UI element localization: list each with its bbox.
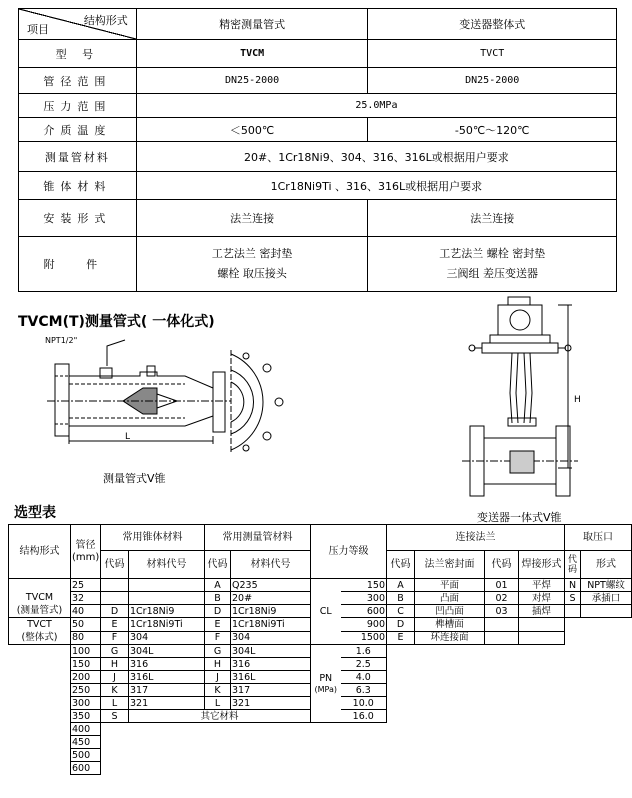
tube-material: 321 bbox=[231, 697, 311, 710]
col-flange: 连接法兰 bbox=[387, 525, 565, 551]
cone-material: 1Cr18Ni9Ti bbox=[129, 618, 205, 632]
cone-material bbox=[129, 592, 205, 605]
empty-cell bbox=[485, 697, 565, 710]
diameter-cell: 32 bbox=[71, 592, 101, 605]
empty-cell bbox=[311, 749, 387, 762]
empty-cell bbox=[519, 631, 565, 645]
cone-code: G bbox=[101, 645, 129, 658]
empty-cell bbox=[387, 723, 485, 736]
seal-code: D bbox=[387, 618, 415, 632]
spec-cell: 20#、1Cr18Ni9、304、316、316L或根据用户要求 bbox=[136, 142, 616, 172]
weld-type: 对焊 bbox=[519, 592, 565, 605]
spec-cell-line: 工艺法兰 密封垫 bbox=[211, 247, 293, 260]
cl-value: 1500 bbox=[341, 631, 387, 645]
diameter-cell: 450 bbox=[71, 736, 101, 749]
selection-table bbox=[8, 524, 632, 775]
empty-cell bbox=[101, 736, 311, 749]
struct-desc: (整体式) bbox=[21, 632, 58, 643]
diameter-cell: 300 bbox=[71, 697, 101, 710]
cone-code: H bbox=[101, 658, 129, 671]
dim-h-label: H bbox=[574, 395, 581, 405]
empty-cell bbox=[485, 684, 565, 697]
pn-label bbox=[311, 645, 341, 723]
struct-empty bbox=[9, 645, 71, 775]
pn-value: 1.6 bbox=[341, 645, 387, 658]
form-label: 结构形式 bbox=[83, 14, 128, 27]
tube-code: E bbox=[205, 618, 231, 632]
empty-cell bbox=[387, 645, 485, 658]
sub-code: 代码 bbox=[485, 551, 519, 579]
tube-code: J bbox=[205, 671, 231, 684]
tube-code: L bbox=[205, 697, 231, 710]
weld-type: 平焊 bbox=[519, 579, 565, 592]
spec-row-label: 型 号 bbox=[19, 40, 137, 68]
table-row bbox=[9, 736, 632, 749]
weld-code: 02 bbox=[485, 592, 519, 605]
seal-code: B bbox=[387, 592, 415, 605]
seal-code: C bbox=[387, 605, 415, 618]
empty-cell bbox=[485, 749, 565, 762]
integral-transmitter-drawing bbox=[460, 293, 590, 498]
spec-row-label: 介质温度 bbox=[19, 118, 137, 142]
empty-cell bbox=[565, 749, 632, 762]
empty-cell bbox=[485, 618, 519, 632]
sub-code: 代码 bbox=[387, 551, 415, 579]
seal-face: 凸面 bbox=[415, 592, 485, 605]
diameter-cell: 500 bbox=[71, 749, 101, 762]
diameter-cell: 150 bbox=[71, 658, 101, 671]
pn-unit: (MPa) bbox=[314, 684, 337, 694]
empty-cell bbox=[565, 631, 632, 645]
empty-cell bbox=[565, 684, 632, 697]
weld-type: 插焊 bbox=[519, 605, 565, 618]
empty-cell bbox=[387, 671, 485, 684]
empty-cell bbox=[565, 736, 632, 749]
empty-cell bbox=[311, 762, 387, 775]
spec-cell: 法兰连接 bbox=[368, 200, 617, 237]
empty-cell bbox=[565, 671, 632, 684]
sub-form: 形式 bbox=[581, 551, 632, 579]
sub-matcode: 材料代号 bbox=[129, 551, 205, 579]
diameter-cell: 400 bbox=[71, 723, 101, 736]
tube-code: K bbox=[205, 684, 231, 697]
table-row bbox=[9, 579, 632, 592]
seal-face: 榫槽面 bbox=[415, 618, 485, 632]
cl-value: 900 bbox=[341, 618, 387, 632]
empty-cell bbox=[485, 736, 565, 749]
spec-col-header: 变送器整体式 bbox=[368, 9, 617, 40]
table-row bbox=[9, 762, 632, 775]
cone-code bbox=[101, 592, 129, 605]
empty-cell bbox=[311, 723, 387, 736]
weld-code: 01 bbox=[485, 579, 519, 592]
empty-cell bbox=[565, 618, 632, 632]
tube-code: B bbox=[205, 592, 231, 605]
spec-cell: 25.0MPa bbox=[136, 94, 616, 118]
cl-value: 600 bbox=[341, 605, 387, 618]
sub-code: 代码 bbox=[565, 551, 581, 579]
empty-cell bbox=[387, 697, 485, 710]
cone-material: 316 bbox=[129, 658, 205, 671]
empty-cell bbox=[101, 723, 311, 736]
spec-header-corner bbox=[19, 9, 137, 40]
empty-cell bbox=[485, 723, 565, 736]
cone-material: 317 bbox=[129, 684, 205, 697]
spec-cell bbox=[368, 237, 617, 292]
empty-cell bbox=[519, 618, 565, 632]
spec-row-label: 锥体材料 bbox=[19, 172, 137, 200]
cl-value: 300 bbox=[341, 592, 387, 605]
section-title: TVCM(T)测量管式( 一体化式) bbox=[18, 314, 215, 330]
col-tube: 常用测量管材料 bbox=[205, 525, 311, 551]
pn-value: 6.3 bbox=[341, 684, 387, 697]
empty-cell bbox=[387, 749, 485, 762]
spec-cell-line: 螺栓 取压接头 bbox=[217, 267, 287, 280]
cone-code: S bbox=[101, 710, 129, 723]
tube-material: 316 bbox=[231, 658, 311, 671]
tube-material: 317 bbox=[231, 684, 311, 697]
empty-cell bbox=[101, 762, 311, 775]
spec-cell: ＜500℃ bbox=[136, 118, 368, 142]
col-cone: 常用锥体材料 bbox=[101, 525, 205, 551]
spec-row-label: 安装形式 bbox=[19, 200, 137, 237]
spec-cell-line: 工艺法兰 螺栓 密封垫 bbox=[439, 247, 546, 260]
cone-code: L bbox=[101, 697, 129, 710]
empty-cell bbox=[565, 710, 632, 723]
diameter-cell: 600 bbox=[71, 762, 101, 775]
empty-cell bbox=[581, 605, 632, 618]
measuring-tube-drawing bbox=[45, 336, 305, 456]
col-struct: 结构形式 bbox=[9, 525, 71, 579]
col-diameter: 管径(mm) bbox=[71, 525, 101, 579]
seal-face: 环连接面 bbox=[415, 631, 485, 645]
empty-cell bbox=[311, 736, 387, 749]
spec-table bbox=[18, 8, 617, 292]
cone-material: 316L bbox=[129, 671, 205, 684]
diameter-cell: 40 bbox=[71, 605, 101, 618]
cone-material: 304 bbox=[129, 631, 205, 645]
cone-material-other: 其它材料 bbox=[129, 710, 311, 723]
tube-material: 1Cr18Ni9Ti bbox=[231, 618, 311, 632]
weld-code: 03 bbox=[485, 605, 519, 618]
pn-value: 16.0 bbox=[341, 710, 387, 723]
spec-cell: TVCM bbox=[136, 40, 368, 68]
cone-code: J bbox=[101, 671, 129, 684]
empty-cell bbox=[485, 631, 519, 645]
tube-code: A bbox=[205, 579, 231, 592]
struct-tvcm bbox=[9, 579, 71, 618]
sub-seal: 法兰密封面 bbox=[415, 551, 485, 579]
empty-cell bbox=[387, 684, 485, 697]
cone-code: F bbox=[101, 631, 129, 645]
diameter-cell: 25 bbox=[71, 579, 101, 592]
sub-code: 代码 bbox=[101, 551, 129, 579]
struct-desc: (测量管式) bbox=[16, 605, 63, 616]
npt-label: NPT1/2" bbox=[45, 336, 78, 345]
empty-cell bbox=[565, 645, 632, 658]
tube-code: H bbox=[205, 658, 231, 671]
empty-cell bbox=[387, 710, 485, 723]
empty-cell bbox=[485, 671, 565, 684]
pn-value: 2.5 bbox=[341, 658, 387, 671]
tap-form: NPT螺纹 bbox=[581, 579, 632, 592]
spec-cell bbox=[136, 237, 368, 292]
cone-code bbox=[101, 579, 129, 592]
cone-code: K bbox=[101, 684, 129, 697]
left-caption: 测量管式V锥 bbox=[103, 472, 166, 485]
spec-row-label: 附 件 bbox=[19, 237, 137, 292]
diameter-cell: 80 bbox=[71, 631, 101, 645]
spec-cell: 1Cr18Ni9Ti 、316、316L或根据用户要求 bbox=[136, 172, 616, 200]
empty-cell bbox=[565, 697, 632, 710]
empty-cell bbox=[565, 658, 632, 671]
tap-form: 承插口 bbox=[581, 592, 632, 605]
diameter-cell: 350 bbox=[71, 710, 101, 723]
spec-cell-line: 三阀组 差压变送器 bbox=[446, 267, 538, 280]
seal-face: 凹凸面 bbox=[415, 605, 485, 618]
spec-cell: TVCT bbox=[368, 40, 617, 68]
col-tap: 取压口 bbox=[565, 525, 632, 551]
struct-code: TVCM bbox=[25, 592, 54, 603]
item-label: 项目 bbox=[27, 23, 49, 36]
tube-code: D bbox=[205, 605, 231, 618]
selection-title: 选型表 bbox=[14, 505, 56, 521]
struct-tvct bbox=[9, 618, 71, 645]
tube-material: 1Cr18Ni9 bbox=[231, 605, 311, 618]
diameter-cell: 250 bbox=[71, 684, 101, 697]
spec-col-header: 精密测量管式 bbox=[136, 9, 368, 40]
spec-cell: DN25-2000 bbox=[368, 68, 617, 94]
pn-value: 4.0 bbox=[341, 671, 387, 684]
spec-row-label: 管径范围 bbox=[19, 68, 137, 94]
sub-matcode: 材料代号 bbox=[231, 551, 311, 579]
table-row bbox=[9, 723, 632, 736]
empty-cell bbox=[387, 736, 485, 749]
tap-code: S bbox=[565, 592, 581, 605]
spec-cell: DN25-2000 bbox=[136, 68, 368, 94]
col-pressure: 压力等级 bbox=[311, 525, 387, 579]
cone-material: 304L bbox=[129, 645, 205, 658]
table-row bbox=[9, 645, 632, 658]
table-row bbox=[9, 749, 632, 762]
empty-cell bbox=[485, 658, 565, 671]
empty-cell bbox=[565, 723, 632, 736]
cone-material: 321 bbox=[129, 697, 205, 710]
cone-code: D bbox=[101, 605, 129, 618]
sub-weld: 焊接形式 bbox=[519, 551, 565, 579]
tube-material: Q235 bbox=[231, 579, 311, 592]
diameter-cell: 200 bbox=[71, 671, 101, 684]
struct-code: TVCT bbox=[27, 619, 52, 630]
tube-code: F bbox=[205, 631, 231, 645]
cl-value: 150 bbox=[341, 579, 387, 592]
empty-cell bbox=[101, 749, 311, 762]
cl-label: CL bbox=[311, 579, 341, 645]
cone-code: E bbox=[101, 618, 129, 632]
spec-cell: 法兰连接 bbox=[136, 200, 368, 237]
tube-material: 304L bbox=[231, 645, 311, 658]
right-caption: 变送器一体式V锥 bbox=[477, 511, 562, 524]
empty-cell bbox=[387, 658, 485, 671]
tube-material: 316L bbox=[231, 671, 311, 684]
pn-value: 10.0 bbox=[341, 697, 387, 710]
cone-material bbox=[129, 579, 205, 592]
seal-face: 平面 bbox=[415, 579, 485, 592]
sub-code: 代码 bbox=[205, 551, 231, 579]
empty-cell bbox=[565, 762, 632, 775]
diameter-cell: 50 bbox=[71, 618, 101, 632]
diameter-cell: 100 bbox=[71, 645, 101, 658]
cone-material: 1Cr18Ni9 bbox=[129, 605, 205, 618]
tube-code: G bbox=[205, 645, 231, 658]
seal-code: A bbox=[387, 579, 415, 592]
spec-cell: -50℃～120℃ bbox=[368, 118, 617, 142]
empty-cell bbox=[485, 762, 565, 775]
spec-row-label: 测量管材料 bbox=[19, 142, 137, 172]
empty-cell bbox=[387, 762, 485, 775]
tap-code: N bbox=[565, 579, 581, 592]
tube-material: 20# bbox=[231, 592, 311, 605]
empty-cell bbox=[485, 645, 565, 658]
spec-row-label: 压力范围 bbox=[19, 94, 137, 118]
dim-l-label: L bbox=[125, 432, 131, 442]
tube-material: 304 bbox=[231, 631, 311, 645]
empty-cell bbox=[565, 605, 581, 618]
pn-text: PN bbox=[319, 672, 333, 684]
empty-cell bbox=[485, 710, 565, 723]
seal-code: E bbox=[387, 631, 415, 645]
